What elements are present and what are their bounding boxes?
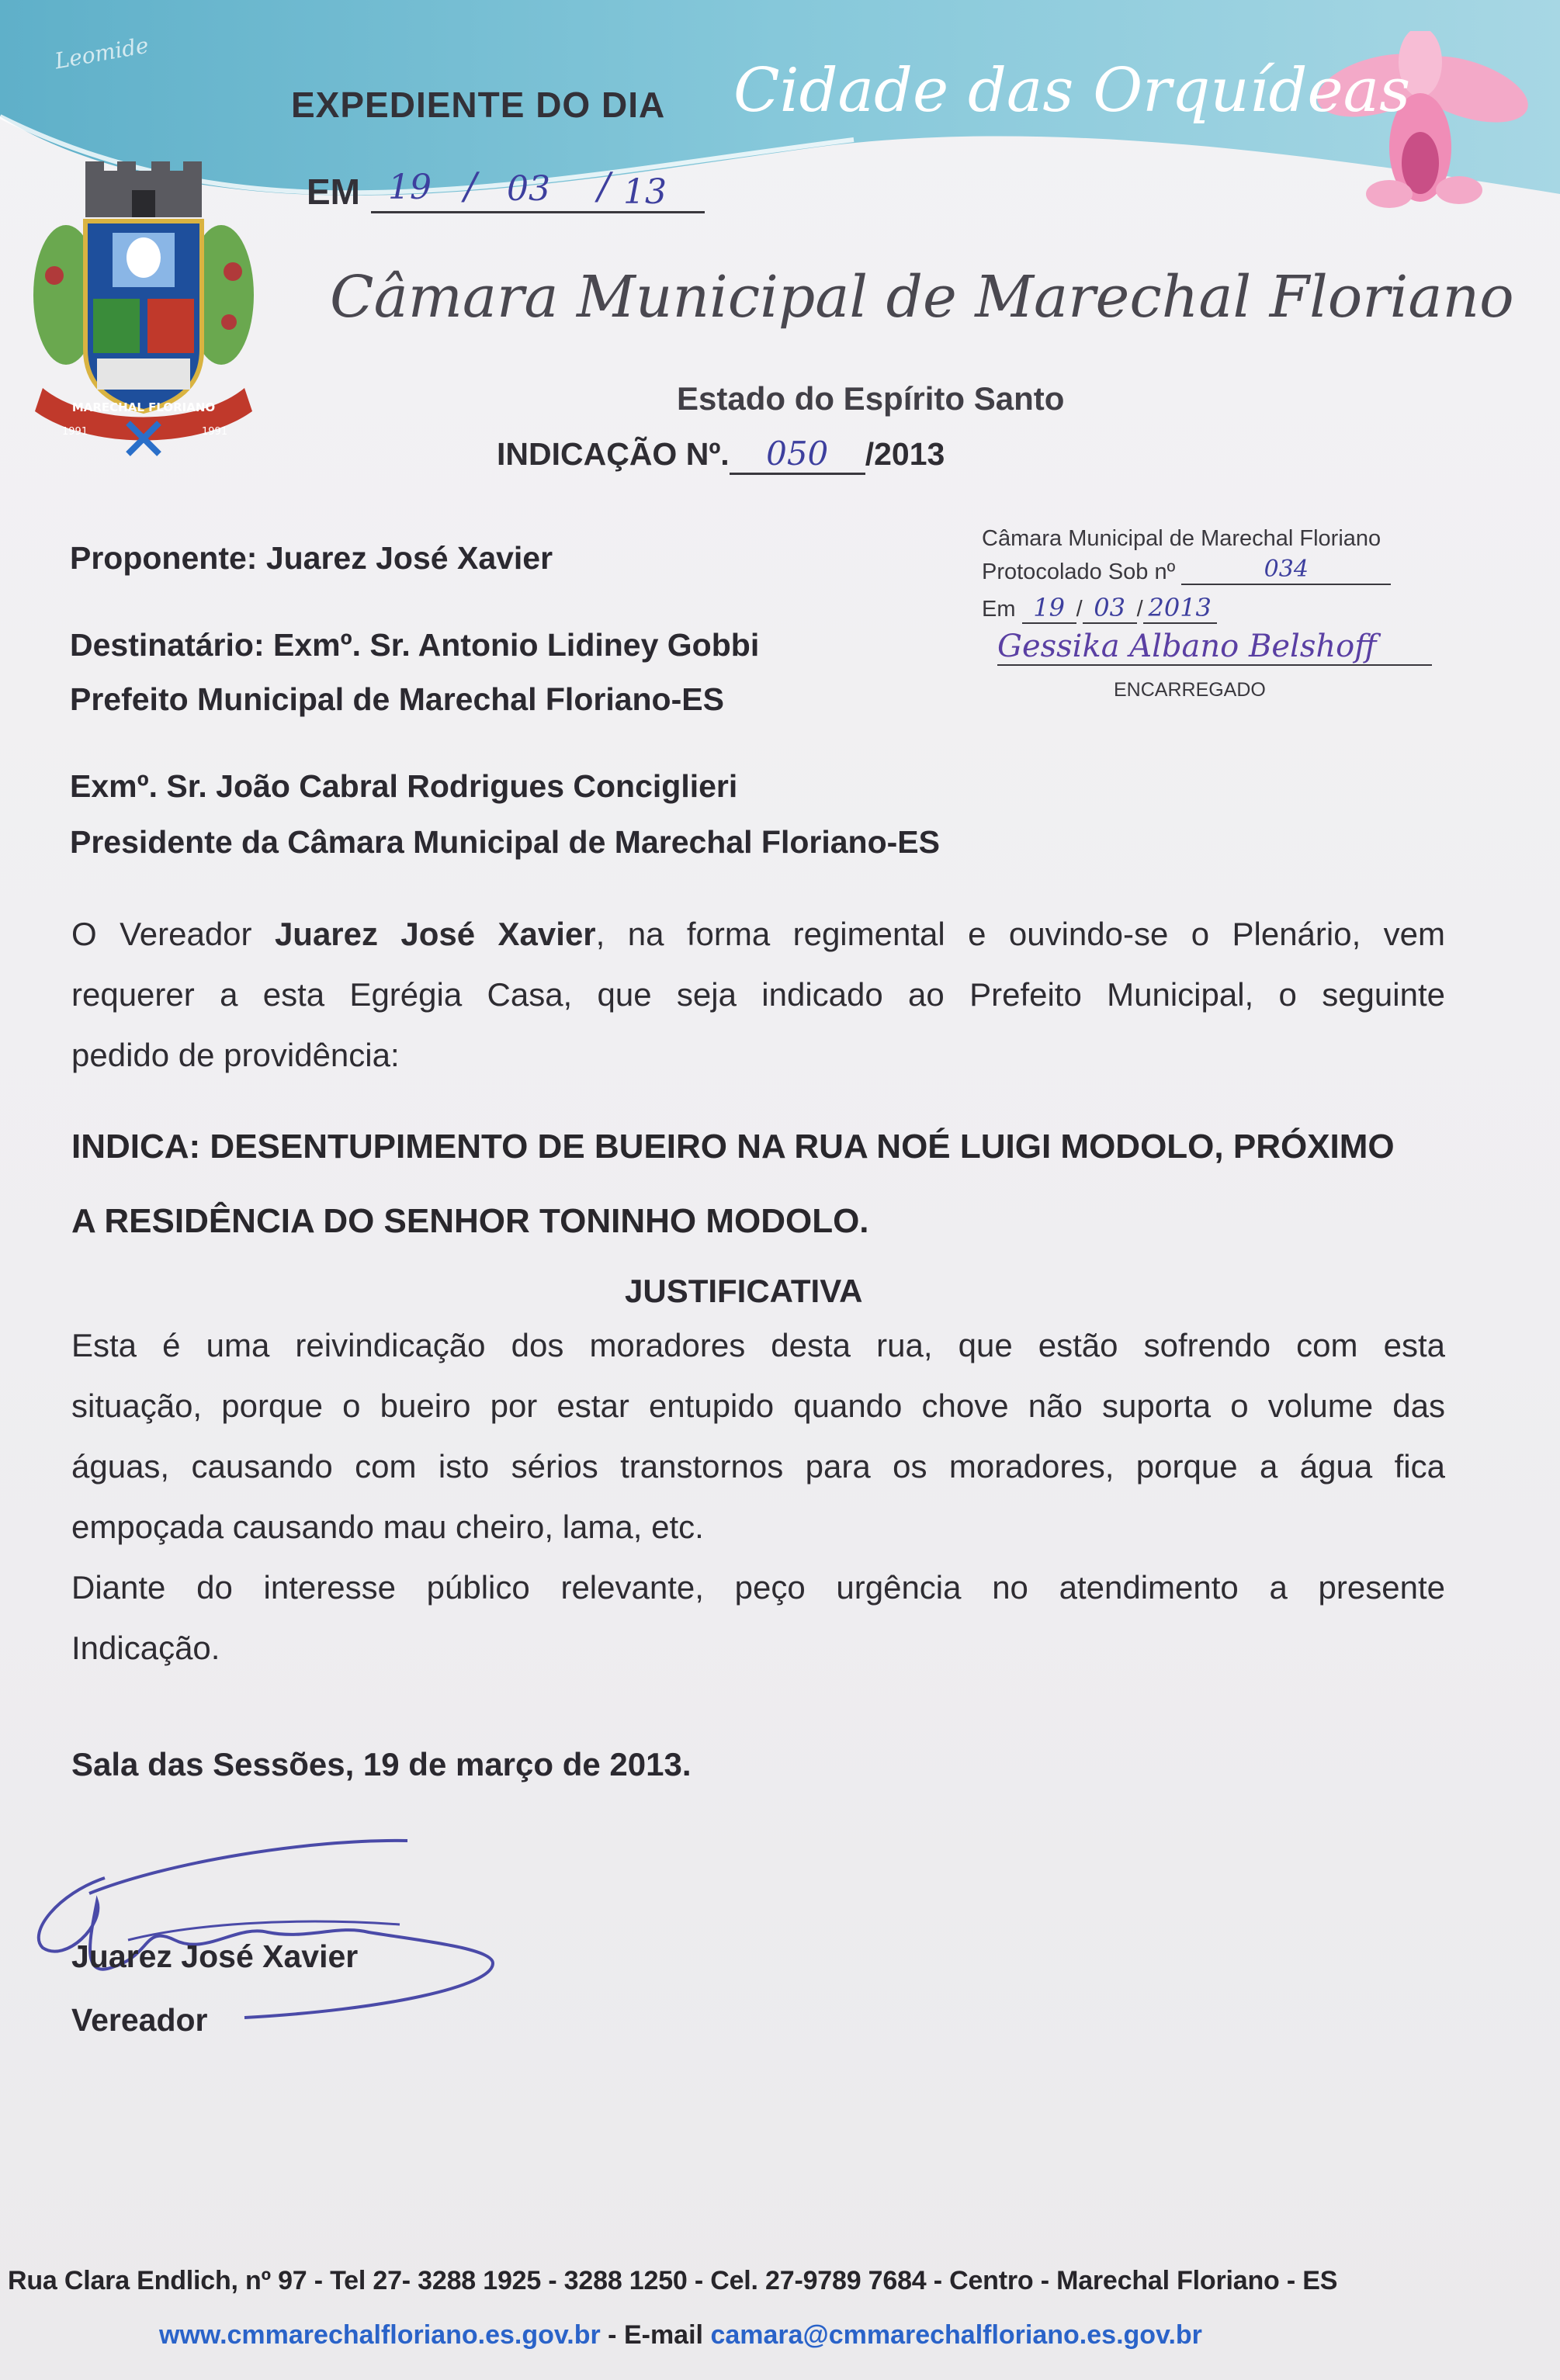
signer-role: Vereador [71, 2002, 208, 2038]
place-date: Sala das Sessões, 19 de março de 2013. [71, 1746, 692, 1782]
intro-vereador-name: Juarez José Xavier [274, 916, 596, 952]
crest-ribbon-text: MARECHAL FLORIANO [71, 400, 216, 414]
stamp-protocol-number: 034 [1264, 556, 1309, 583]
indicacao-year: /2013 [865, 436, 945, 472]
banner-script-small: Leomide [53, 32, 151, 74]
state-name: Estado do Espírito Santo [677, 380, 1065, 417]
intro-paragraph [71, 904, 1445, 1086]
second-recipient: Exmº. Sr. João Cabral Rodrigues Conciglieri [70, 768, 738, 804]
crest-year-right: 1991 [202, 426, 228, 438]
footer-email-link[interactable]: camara@cmmarechalfloriano.es.gov.br [710, 2320, 1202, 2350]
em-date-year: 13 [623, 172, 667, 212]
crest-year-left: 1991 [62, 426, 88, 438]
second-recipient-role: Presidente da Câmara Municipal de Marechal Floriano-ES [70, 824, 940, 860]
em-date-day: 19 [388, 168, 432, 207]
stamp-date-year: 2013 [1148, 593, 1212, 622]
stamp-protocol-label: Protocolado Sob nº [982, 559, 1176, 584]
justificativa-line-2: situação, porque o bueiro por estar entupido quando chove não suporta o volume das [71, 1387, 1445, 1424]
indicacao-label: INDICAÇÃO Nº. [497, 436, 730, 472]
municipal-crest [19, 155, 268, 458]
protocol-stamp: Câmara Municipal de Marechal Floriano Protocolado Sob nº 034 Em 19 / 03 / 2013 Gessika Albano Belshoff ENCARREGADO [982, 526, 1447, 712]
justificativa-text [71, 1315, 1445, 1678]
intro-line-3: pedido de providência: [71, 1037, 400, 1073]
signer-name: Juarez José Xavier [71, 1938, 359, 1974]
footer-address: Rua Clara Endlich, nº 97 - Tel 27- 3288 1925 - 3288 1250 - Cel. 27-9789 7684 - Centro - Marechal Floriano - ES [8, 2266, 1338, 2295]
justificativa-line-1: Esta é uma reivindicação dos moradores desta rua, que estão sofrendo com esta [71, 1327, 1445, 1363]
stamp-date-month: 03 [1094, 593, 1125, 622]
footer-website-link[interactable]: www.cmmarechalfloriano.es.gov.br [159, 2320, 601, 2350]
justificativa-line-4: empoçada causando mau cheiro, lama, etc. [71, 1509, 704, 1545]
justificativa-title: JUSTIFICATIVA [625, 1273, 863, 1309]
justificativa-line-3: águas, causando com isto sérios transtornos para os moradores, porque a água fica [71, 1448, 1445, 1484]
stamp-line1: Câmara Municipal de Marechal Floriano [982, 526, 1381, 551]
signature-scribble [12, 1831, 524, 2025]
indica-block [71, 1110, 1395, 1259]
justificativa-line-5: Diante do interesse público relevante, peço urgência no atendimento a presente [71, 1569, 1445, 1606]
destinatario-role: Prefeito Municipal de Marechal Floriano-ES [70, 681, 724, 717]
institution-name: Câmara Municipal de Marechal Floriano [330, 264, 1514, 331]
footer-email-label: - E-mail [600, 2320, 711, 2350]
indicacao-line [497, 435, 945, 475]
expediente-label: EXPEDIENTE DO DIA [291, 85, 666, 125]
indica-line-1: INDICA: DESENTUPIMENTO DE BUEIRO NA RUA NOÉ LUIGI MODOLO, PRÓXIMO [71, 1128, 1395, 1166]
intro-line-1: O Vereador Juarez José Xavier, na forma regimental e ouvindo-se o Plenário, vem [71, 916, 1445, 952]
justificativa-line-6: Indicação. [71, 1630, 220, 1666]
footer-contact [159, 2320, 1202, 2351]
em-date-field: 19 / 03 / 13 [371, 165, 705, 213]
intro-line-2: requerer a esta Egrégia Casa, que seja indicado ao Prefeito Municipal, o seguinte [71, 976, 1445, 1013]
em-label: EM [307, 171, 360, 212]
stamp-role: ENCARREGADO [1114, 679, 1266, 701]
em-date-month: 03 [507, 169, 550, 209]
stamp-date-day: 19 [1033, 593, 1065, 622]
stamp-signature: Gessika Albano Belshoff [997, 629, 1432, 666]
indicacao-number: 050 [766, 435, 829, 473]
banner-slogan: Cidade das Orquídeas [733, 56, 1411, 126]
proponente: Proponente: Juarez José Xavier [70, 540, 553, 576]
indica-line-2: A RESIDÊNCIA DO SENHOR TONINHO MODOLO. [71, 1202, 869, 1240]
destinatario: Destinatário: Exmº. Sr. Antonio Lidiney Gobbi [70, 627, 760, 663]
stamp-em-label: Em [982, 597, 1016, 622]
